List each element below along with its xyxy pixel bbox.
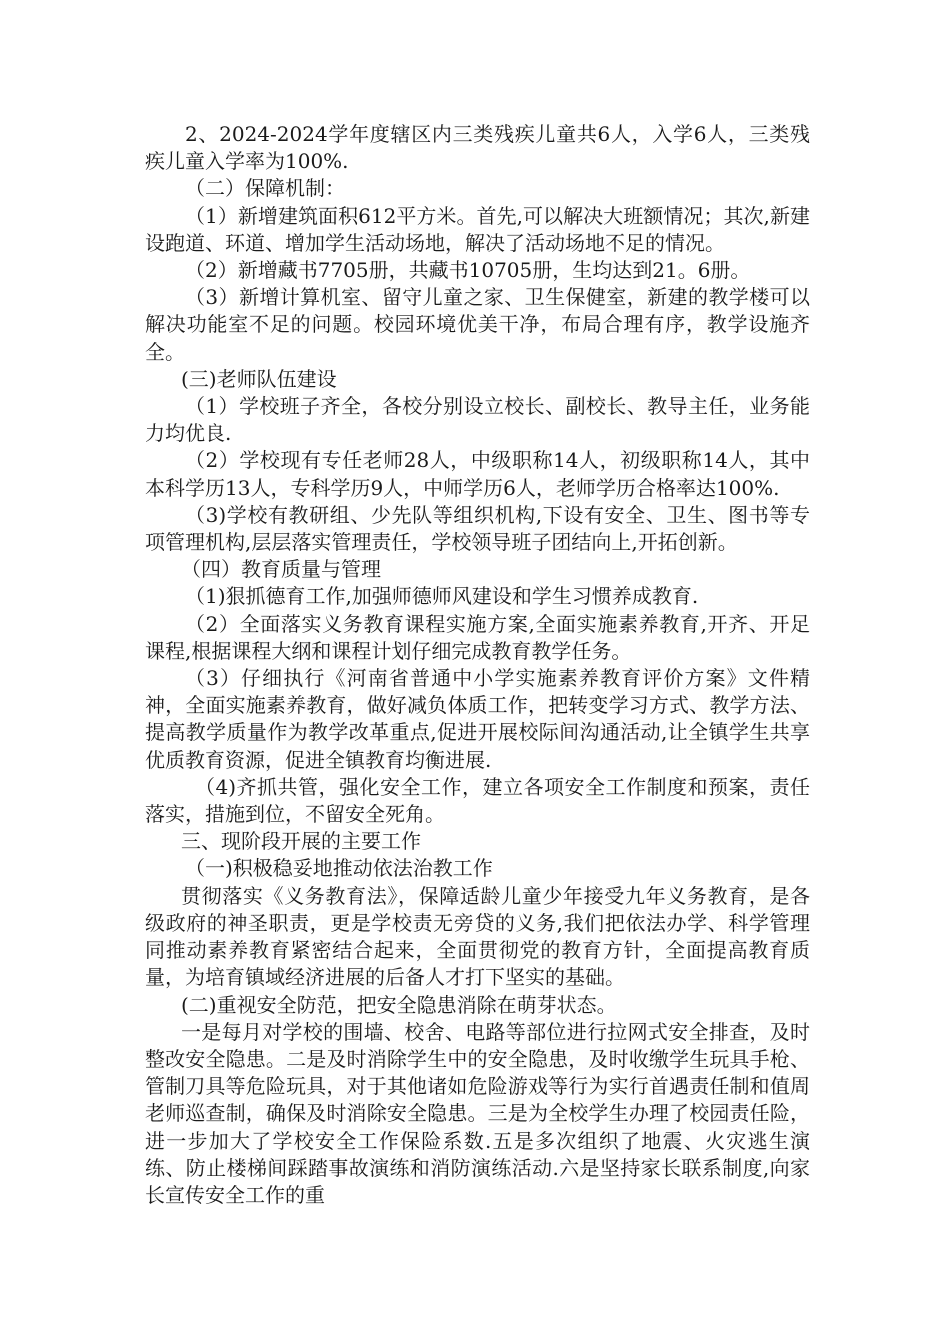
paragraph-safety-management: （4)齐抓共管，强化安全工作，建立各项安全工作制度和预案，责任落实，措施到位，不留安全死角。 (145, 774, 810, 827)
paragraph-compulsory-education-law: 贯彻落实《义务教育法》，保障适龄儿童少年接受九年义务教育，是各级政府的神圣职责，更是学校责无旁贷的义务,我们把依法办学、科学管理同推动素养教育紧密结合起来，全面贯彻党的教育方针，全面提高教育质量，为培育镇域经济进展的后备人才打下坚实的基础。 (145, 883, 810, 990)
paragraph-teacher-stats: （2）学校现有专任老师28人，中级职称14人，初级职称14人，其中本科学历13人，专科学历9人，中师学历6人，老师学历合格率达100%. (145, 448, 810, 500)
heading-rule-of-law: （一)积极稳妥地推动依法治教工作 (185, 856, 493, 881)
paragraph-organizations: （3)学校有教研组、少先队等组织机构,下设有安全、卫生、图书等专项管理机构,层层落实管理责任，学校领导班子团结向上,开拓创新。 (145, 502, 810, 555)
paragraph-library-books: （2）新增藏书7705册，共藏书10705册，生均达到21。6册。 (185, 258, 751, 283)
paragraph-moral-education: （1)狠抓德育工作,加强师德师风建设和学生习惯养成教育. (185, 584, 699, 609)
paragraph-new-rooms: （3）新增计算机室、留守儿童之家、卫生保健室，新建的教学楼可以解决功能室不足的问题。校园环境优美干净，布局合理有序，教学设施齐全。 (145, 285, 810, 364)
heading-main-work: 三、现阶段开展的主要工作 (181, 829, 421, 854)
paragraph-school-leadership: （1）学校班子齐全，各校分别设立校长、副校长、教导主任，业务能力均优良. (145, 394, 810, 446)
paragraph-building-area: （1）新增建筑面积612平方米。首先,可以解决大班额情况；其次,新建设跑道、环道、增加学生活动场地，解决了活动场地不足的情况。 (145, 203, 810, 255)
paragraph-curriculum: （2）全面落实义务教育课程实施方案,全面实施素养教育,开齐、开足课程,根据课程大纲和课程计划仔细完成教育教学任务。 (145, 611, 810, 663)
heading-guarantee-mechanism: （二）保障机制： (185, 176, 345, 201)
paragraph-quality-evaluation: （3）仔细执行《河南省普通中小学实施素养教育评价方案》文件精神，全面实施素养教育，做好减负体质工作，把转变学习方式、教学方法、提高教学质量作为教学改革重点,促进开展校际间沟通活动,让全镇学生共享优质教育资源，促进全镇教育均衡进展. (145, 666, 810, 772)
document-page (145, 121, 810, 1209)
heading-safety-prevention: (二)重视安全防范，把安全隐患消除在萌芽状态。 (181, 992, 617, 1017)
heading-education-quality: （四）教育质量与管理 (181, 557, 381, 582)
heading-teacher-team: (三)老师队伍建设 (181, 366, 337, 391)
paragraph-safety-measures: 一是每月对学校的围墙、校舍、电路等部位进行拉网式安全排查，及时整改安全隐患。二是及时消除学生中的安全隐患，及时收缴学生玩具手枪、管制刀具等危险玩具，对于其他诸如危险游戏等行为实行首遇责任制和值周老师巡查制，确保及时消除安全隐患。三是为全校学生办理了校园责任险，进一步加大了学校安全工作保险系数.五是多次组织了地震、火灾逃生演练、防止楼梯间踩踏事故演练和消防演练活动.六是坚持家长联系制度,向家长宣传安全工作的重 (145, 1019, 810, 1207)
paragraph-disabled-children-enrollment: 2、2024-2024学年度辖区内三类残疾儿童共6人，入学6人，三类残疾儿童入学率为100%. (145, 122, 810, 174)
